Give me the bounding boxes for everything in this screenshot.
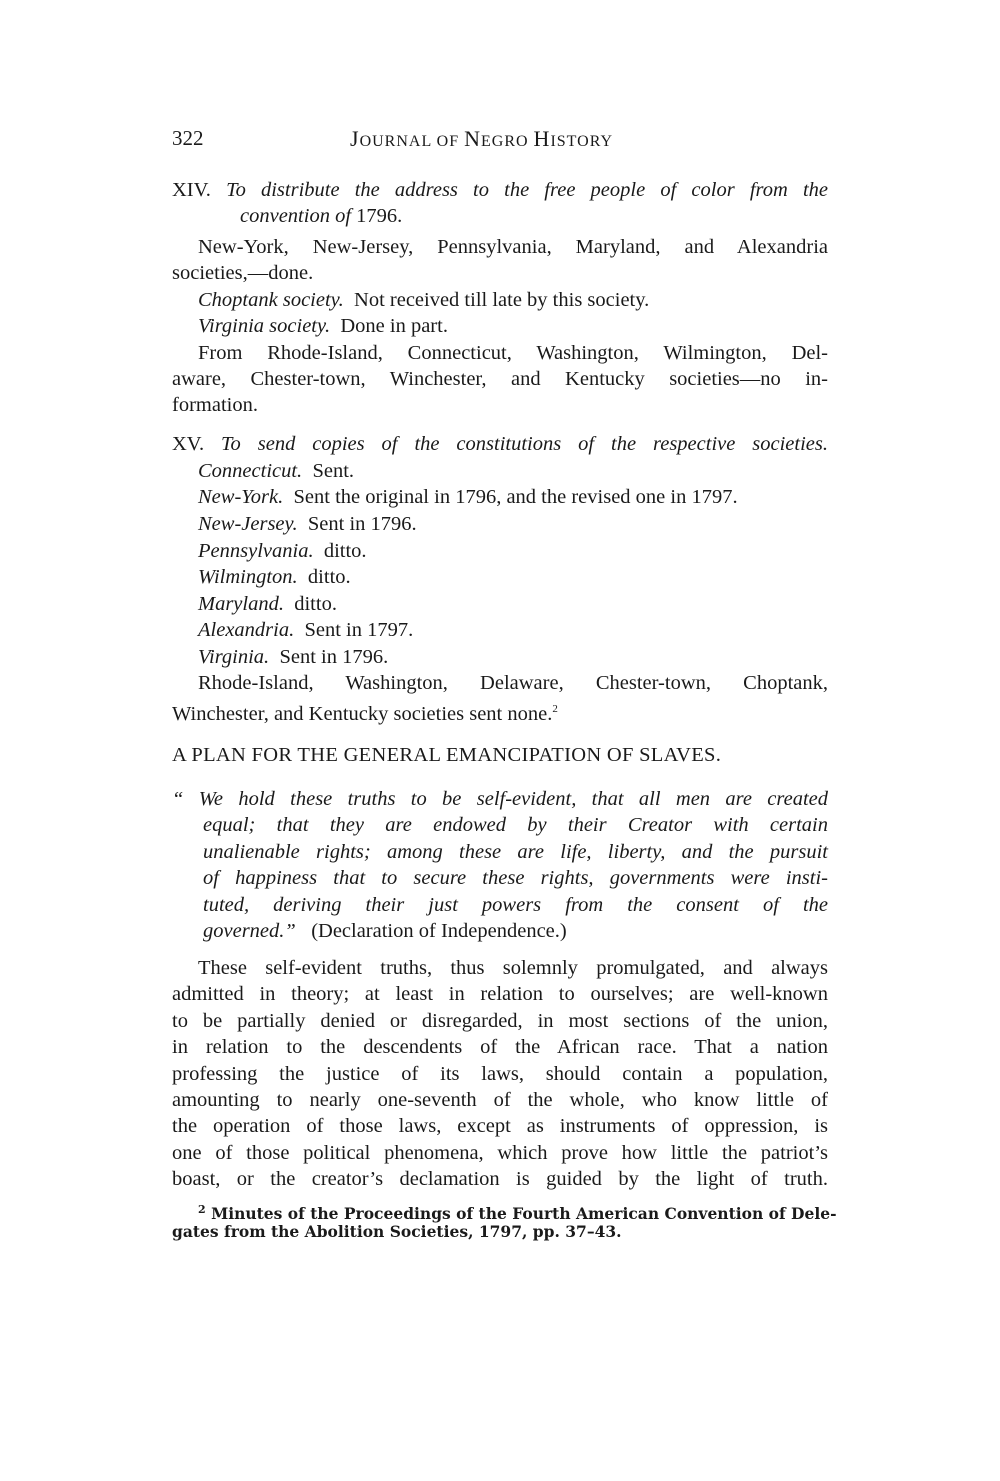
quote-line-5: tuted, deriving their just powers from the consent of the (203, 894, 828, 916)
quote-line-1: “ We hold these truths to be self-evident, that all men are created (172, 788, 828, 810)
xv-heading: XV. To send copies of the constitutions of the respective societies. (172, 433, 828, 455)
xiv-choptank-entry: Choptank society. Not received till late by this society. (198, 289, 650, 311)
quote-line-3: unalienable rights; among these are life, liberty, and the pursuit (203, 841, 828, 863)
quote-line-6: governed.” (Declaration of Independence.) (203, 920, 567, 942)
xv-entry-alexandria: Alexandria. Sent in 1797. (198, 619, 414, 641)
footnote-marker: 2 (198, 1203, 206, 1216)
xv-entry-connecticut: Connecticut. Sent. (198, 460, 355, 482)
page-number: 322 (172, 126, 204, 150)
xiv-paragraph-2-line-3: formation. (172, 394, 258, 416)
body-line-3: to be partially denied or disregarded, in most sections of the union, (172, 1010, 828, 1032)
xiv-heading-line-2: convention of 1796. (240, 205, 403, 227)
xiv-virginia-entry: Virginia society. Done in part. (198, 315, 448, 337)
xiv-paragraph-2-line-1: From Rhode-Island, Connecticut, Washington, Wilmington, Del- (198, 342, 828, 364)
body-line-8: one of those political phenomena, which prove how little the patriot’s (172, 1142, 828, 1164)
footnote-line-1: $^2$ Minutes of the Proceedings of the Fourth American Convention of Dele- (198, 1203, 837, 1224)
xv-entry-virginia: Virginia. Sent in 1796. (198, 646, 389, 668)
body-line-2: admitted in theory; at least in relation to ourselves; are well-known (172, 983, 828, 1005)
body-line-9: boast, or the creator’s declamation is guided by the light of truth. (172, 1168, 828, 1190)
xv-entry-pennsylvania: Pennsylvania. ditto. (198, 540, 367, 562)
footnote-reference: 2 (552, 703, 558, 715)
xiv-paragraph-2-line-2: aware, Chester-town, Winchester, and Kentucky societies—no in- (172, 368, 828, 390)
quote-line-2: equal; that they are endowed by their Creator with certain (203, 814, 828, 836)
footnote-line-2: gates from the Abolition Societies, 1797, pp. 37–43. (172, 1222, 622, 1241)
section-heading: A PLAN FOR THE GENERAL EMANCIPATION OF SLAVES. (172, 744, 722, 766)
xv-closing-line-2: Winchester, and Kentucky societies sent none.$^2$ (172, 702, 558, 725)
body-line-5: professing the justice of its laws, should contain a population, (172, 1063, 828, 1085)
running-title: JOURNAL OF NEGRO HISTORY (350, 126, 614, 151)
body-line-1: These self-evident truths, thus solemnly promulgated, and always (198, 957, 828, 979)
xiv-heading-line-1: XIV. To distribute the address to the free people of color from the (172, 179, 828, 201)
xv-closing-line-1: Rhode-Island, Washington, Delaware, Chester-town, Choptank, (198, 672, 828, 694)
body-line-7: the operation of those laws, except as instruments of oppression, is (172, 1115, 828, 1137)
xiv-paragraph-1-line-1: New-York, New-Jersey, Pennsylvania, Maryland, and Alexandria (198, 236, 828, 258)
xv-entry-new-york: New-York. Sent the original in 1796, and the revised one in 1797. (198, 486, 738, 508)
body-line-6: amounting to nearly one-seventh of the whole, who know little of (172, 1089, 828, 1111)
xiv-paragraph-1-line-2: societies,—done. (172, 262, 314, 284)
xv-entry-maryland: Maryland. ditto. (198, 593, 337, 615)
xv-entry-new-jersey: New-Jersey. Sent in 1796. (198, 513, 417, 535)
body-line-4: in relation to the descendents of the African race. That a nation (172, 1036, 828, 1058)
quote-line-4: of happiness that to secure these rights, governments were insti- (203, 867, 828, 889)
xv-entry-wilmington: Wilmington. ditto. (198, 566, 351, 588)
quote-source: (Declaration of Independence.) (311, 920, 567, 942)
